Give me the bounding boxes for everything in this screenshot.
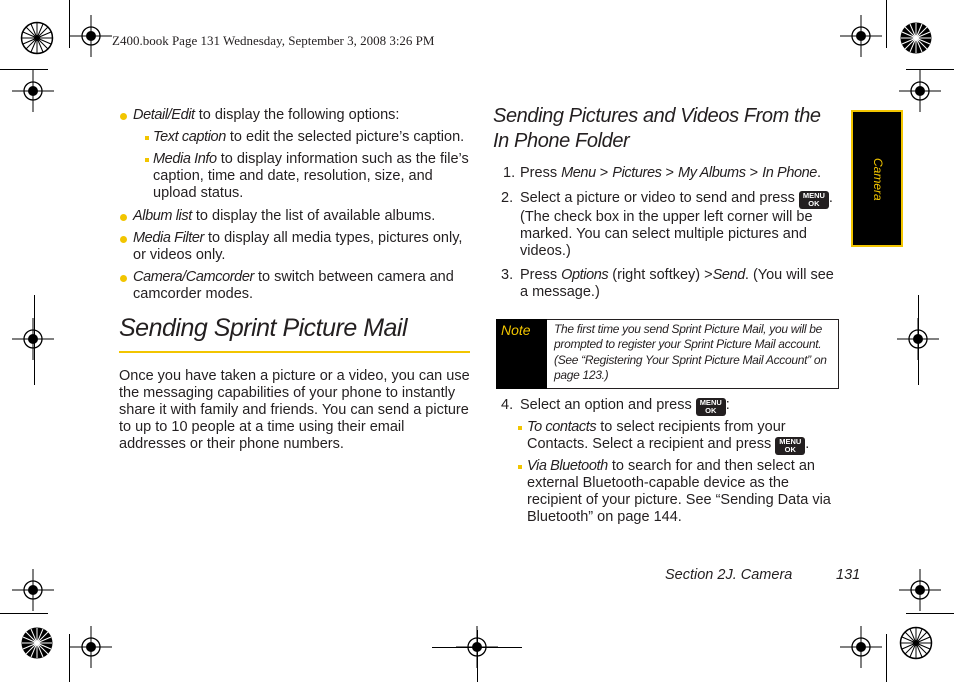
softkey-term: Send bbox=[712, 267, 745, 283]
step-text bbox=[520, 165, 840, 182]
footer-section: Section 2J. Camera bbox=[665, 567, 793, 583]
crop-mark bbox=[886, 0, 887, 48]
bullet-icon bbox=[120, 275, 127, 282]
list-item bbox=[133, 107, 473, 124]
star-target-icon bbox=[899, 21, 933, 55]
key-label: OK bbox=[705, 406, 717, 415]
section-title-rule bbox=[119, 351, 470, 353]
step-text bbox=[520, 190, 842, 260]
chapter-tab bbox=[851, 110, 903, 247]
list-item bbox=[153, 129, 473, 146]
key-label: MENU bbox=[802, 191, 825, 200]
crop-mark bbox=[477, 630, 478, 682]
option-description: to select recipients from your Contacts. Select a recipient and press bbox=[527, 419, 786, 452]
menu-ok-key-icon bbox=[696, 398, 726, 416]
option-term: Text caption bbox=[153, 129, 226, 145]
sub-bullet-icon bbox=[145, 136, 149, 140]
step-number: 3. bbox=[501, 267, 514, 283]
step-number: 2. bbox=[501, 190, 514, 206]
list-item bbox=[133, 230, 473, 264]
star-target-icon bbox=[899, 626, 933, 660]
registration-mark-icon bbox=[840, 626, 882, 668]
step-text bbox=[520, 397, 842, 416]
note-text: The first time you send Sprint Picture Mail, you will be prompted to register your Sprint Picture Mail account. (See “Registering Your Sprint Picture Mail Account” on page 123.) bbox=[554, 322, 827, 382]
option-description: to switch between camera and camcorder modes. bbox=[133, 269, 454, 302]
list-item bbox=[133, 269, 463, 303]
sub-bullet-icon bbox=[145, 158, 149, 162]
note-label: Note bbox=[501, 322, 531, 338]
sub-bullet-icon bbox=[518, 465, 522, 469]
menu-path-separator: > bbox=[661, 165, 679, 181]
subsection-title-line: In Phone Folder bbox=[493, 130, 630, 152]
option-term: Media Filter bbox=[133, 230, 204, 246]
option-term: Detail/Edit bbox=[133, 107, 195, 123]
registration-mark-icon bbox=[12, 569, 54, 611]
option-term: Via Bluetooth bbox=[527, 458, 608, 474]
registration-mark-icon bbox=[899, 569, 941, 611]
menu-path-separator: > bbox=[745, 165, 763, 181]
registration-mark-icon bbox=[840, 15, 882, 57]
step-label: . (The check box in the upper left corner will be marked. You can select multiple pictures and videos.) bbox=[520, 190, 833, 259]
crop-mark bbox=[34, 295, 35, 385]
step-label: Press bbox=[520, 165, 562, 181]
registration-mark-icon bbox=[12, 70, 54, 112]
step-label: Select an option and press bbox=[520, 397, 696, 413]
page-number: 131 bbox=[836, 567, 861, 583]
list-item bbox=[527, 419, 843, 455]
registration-mark-icon bbox=[899, 70, 941, 112]
option-term: Media Info bbox=[153, 151, 217, 167]
option-term: Camera/Camcorder bbox=[133, 269, 254, 285]
crop-mark bbox=[906, 613, 954, 614]
step-label: . (You will see a message.) bbox=[520, 267, 834, 300]
star-target-icon bbox=[20, 626, 54, 660]
crop-mark bbox=[886, 634, 887, 682]
option-description: to edit the selected picture’s caption. bbox=[225, 129, 465, 145]
key-label: MENU bbox=[699, 398, 722, 407]
menu-path-separator: > bbox=[595, 165, 613, 181]
registration-mark-icon bbox=[12, 318, 54, 360]
key-label: OK bbox=[808, 199, 820, 208]
option-description: to display all media types, pictures only, or videos only. bbox=[133, 230, 463, 263]
registration-mark-icon bbox=[70, 626, 112, 668]
option-description: to display the list of available albums. bbox=[191, 208, 436, 224]
menu-path-item: My Albums bbox=[678, 165, 746, 181]
bullet-icon bbox=[120, 236, 127, 243]
bullet-icon bbox=[120, 113, 127, 120]
option-description: to search for and then select an external Bluetooth-capable device as the recipient of your picture. See “Sending Data via Bluetooth” on page 144. bbox=[527, 458, 831, 525]
step-label: Select a picture or video to send and press bbox=[520, 190, 799, 206]
note-label-box bbox=[496, 319, 547, 389]
key-label: OK bbox=[784, 445, 796, 454]
option-term: To contacts bbox=[527, 419, 597, 435]
registration-mark-icon bbox=[70, 15, 112, 57]
option-term: Album list bbox=[133, 208, 192, 224]
star-target-icon bbox=[20, 21, 54, 55]
step-label: : bbox=[725, 397, 730, 413]
crop-mark bbox=[918, 295, 919, 385]
print-header: Z400.book Page 131 Wednesday, September 3, 2008 3:26 PM bbox=[112, 33, 435, 48]
list-item bbox=[527, 458, 843, 526]
list-item bbox=[133, 208, 473, 225]
step-label: (right softkey) bbox=[608, 267, 705, 283]
step-end: . bbox=[816, 165, 822, 181]
section-body: Once you have taken a picture or a video, you can use the messaging capabilities of your phone to instantly share it with family and friends. You can send a picture to up to 10 people at a time using their email addresses or their phone numbers. bbox=[119, 368, 470, 452]
option-description: . bbox=[805, 436, 810, 452]
step-label: Press bbox=[520, 267, 562, 283]
menu-path-separator: > bbox=[704, 267, 713, 283]
bullet-icon bbox=[120, 214, 127, 221]
menu-ok-key-icon bbox=[799, 191, 829, 209]
subsection-title bbox=[493, 104, 843, 154]
option-description: to display information such as the file’s caption, time and date, resolution, size, and upload status. bbox=[153, 151, 469, 201]
softkey-term: Options bbox=[561, 267, 609, 283]
step-number: 4. bbox=[501, 397, 514, 413]
crop-mark bbox=[0, 613, 48, 614]
menu-path-item: In Phone bbox=[762, 165, 817, 181]
chapter-tab-label: Camera bbox=[871, 158, 885, 201]
sub-bullet-icon bbox=[518, 426, 522, 430]
option-description: to display the following options: bbox=[194, 107, 400, 123]
subsection-title-line: Sending Pictures and Videos From the bbox=[493, 105, 821, 127]
menu-ok-key-icon bbox=[775, 437, 805, 455]
step-number: 1. bbox=[503, 165, 516, 181]
key-label: MENU bbox=[779, 437, 802, 446]
step-text bbox=[520, 267, 842, 301]
menu-path-item: Menu bbox=[561, 165, 596, 181]
menu-path-item: Pictures bbox=[612, 165, 662, 181]
section-title: Sending Sprint Picture Mail bbox=[119, 314, 408, 342]
list-item bbox=[153, 151, 471, 202]
